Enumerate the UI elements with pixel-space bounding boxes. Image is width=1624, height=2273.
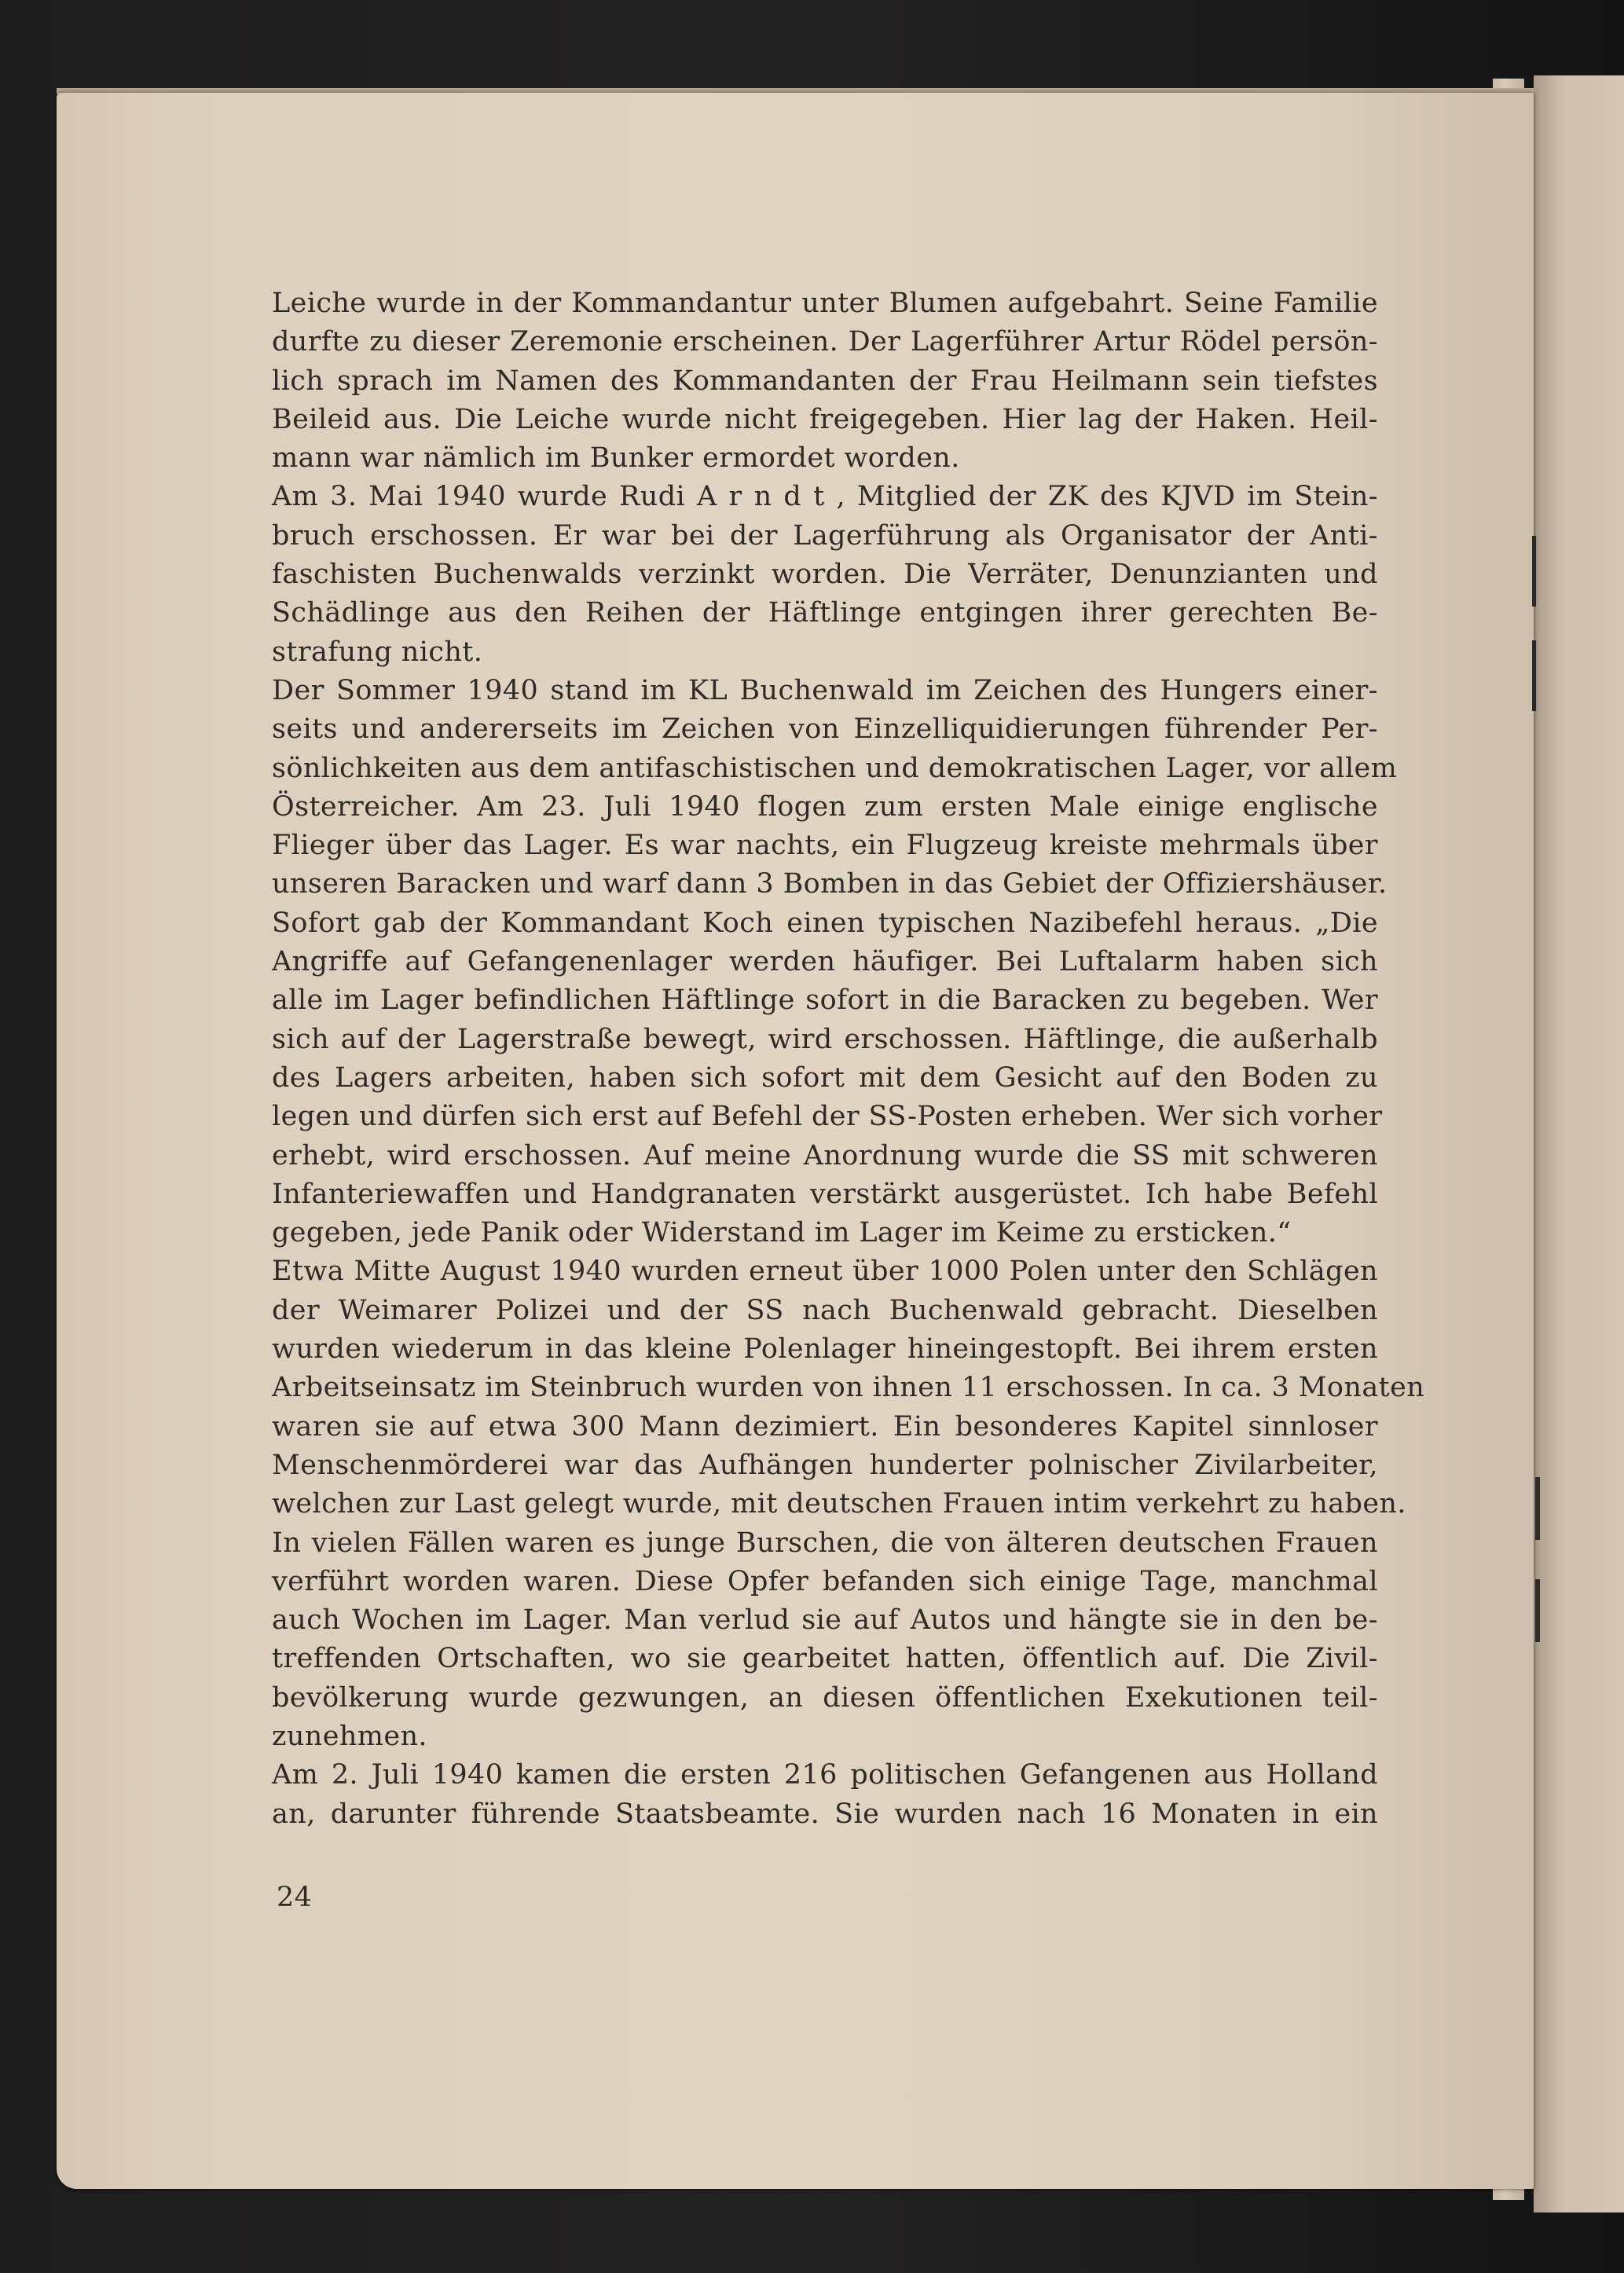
text-line: Infanteriewaffen und Handgranaten verstärkt ausgerüstet. Ich habe Befehl [272, 1178, 1378, 1210]
text-line: verführt worden waren. Diese Opfer befanden sich einige Tage, manchmal [272, 1565, 1378, 1597]
text-line: Menschenmörderei war das Aufhängen hunderter polnischer Zivilarbeiter, [272, 1449, 1378, 1481]
text-line: der Weimarer Polizei und der SS nach Buchenwald gebracht. Dieselben [272, 1294, 1378, 1326]
text-line: Flieger über das Lager. Es war nachts, ein Flugzeug kreiste mehrmals über [272, 830, 1378, 862]
text-line: waren sie auf etwa 300 Mann dezimiert. Ein besonderes Kapitel sinnloser [272, 1410, 1378, 1443]
text-line: strafung nicht. [272, 636, 483, 668]
page-number: 24 [277, 1882, 313, 1913]
text-line: Am 2. Juli 1940 kamen die ersten 216 politischen Gefangenen aus Holland [272, 1759, 1378, 1791]
paragraph [272, 672, 1398, 1252]
text-line: Schädlinge aus den Reihen der Häftlinge entgingen ihrer gerechten Be- [272, 597, 1378, 629]
text-line: gegeben, jede Panik oder Widerstand im Lager im Keime zu ersticken.“ [272, 1217, 1292, 1249]
text-line: alle im Lager befindlichen Häftlinge sofort in die Baracken zu begeben. Wer [272, 984, 1378, 1017]
text-line: wurden wiederum in das kleine Polenlager hineingestopft. Bei ihrem ersten [272, 1333, 1378, 1366]
text-line: Österreicher. Am 23. Juli 1940 flogen zum ersten Male einige englische [272, 790, 1378, 823]
margin-mark [1532, 536, 1536, 607]
margin-mark [1532, 640, 1536, 711]
text-line: Arbeitseinsatz im Steinbruch wurden von ihnen 11 erschossen. In ca. 3 Monaten [272, 1372, 1425, 1404]
paragraph [272, 1756, 1378, 1834]
text-line: faschisten Buchenwalds verzinkt worden. Die Verräter, Denunzianten und [272, 559, 1378, 591]
text-line: Angriffe auf Gefangenenlager werden häufiger. Bei Luftalarm haben sich [272, 946, 1378, 978]
paragraph [272, 1252, 1425, 1756]
text-line: erhebt, wird erschossen. Auf meine Anordnung wurde die SS mit schweren [272, 1139, 1378, 1171]
text-line: seits und andererseits im Zeichen von Einzelliquidierungen führender Per- [272, 713, 1378, 746]
text-line: In vielen Fällen waren es junge Burschen, die von älteren deutschen Frauen [272, 1527, 1378, 1559]
paragraph [272, 284, 1378, 478]
text-line: Beileid aus. Die Leiche wurde nicht freigegeben. Hier lag der Haken. Heil- [272, 403, 1378, 435]
text-line: bevölkerung wurde gezwungen, an diesen öffentlichen Exekutionen teil- [272, 1681, 1378, 1714]
text-line: welchen zur Last gelegt wurde, mit deutschen Frauen intim verkehrt zu haben. [272, 1488, 1406, 1520]
facing-page-edge [1534, 75, 1624, 2213]
text-line: an, darunter führende Staatsbeamte. Sie wurden nach 16 Monaten in ein [272, 1798, 1378, 1830]
text-line: auch Wochen im Lager. Man verlud sie auf Autos und hängte sie in den be- [272, 1604, 1378, 1637]
text-line: bruch erschossen. Er war bei der Lagerführung als Organisator der Anti- [272, 519, 1378, 552]
text-line: unseren Baracken und warf dann 3 Bomben in das Gebiet der Offiziershäuser. [272, 868, 1388, 900]
text-line: lich sprach im Namen des Kommandanten der Frau Heilmann sein tiefstes [272, 365, 1378, 397]
body-text [272, 284, 1425, 1834]
text-line: Leiche wurde in der Kommandantur unter Blumen aufgebahrt. Seine Familie [272, 288, 1378, 319]
text-line: mann war nämlich im Bunker ermordet worden. [272, 442, 960, 475]
text-line: Der Sommer 1940 stand im KL Buchenwald im Zeichen des Hungers einer- [272, 674, 1378, 706]
margin-mark [1535, 1579, 1540, 1642]
text-line: legen und dürfen sich erst auf Befehl der SS-Posten erheben. Wer sich vorher [272, 1101, 1383, 1133]
text-line: treffenden Ortschaften, wo sie gearbeitet hatten, öffentlich auf. Die Zivil- [272, 1643, 1378, 1675]
text-line: zunehmen. [272, 1720, 427, 1752]
paragraph [272, 478, 1378, 671]
text-line: sich auf der Lagerstraße bewegt, wird erschossen. Häftlinge, die außerhalb [272, 1023, 1378, 1055]
text-line: Am 3. Mai 1940 wurde Rudi A r n d t , Mitglied der ZK des KJVD im Stein- [272, 481, 1378, 513]
text-line: sönlichkeiten aus dem antifaschistischen und demokratischen Lager, vor allem [272, 752, 1398, 784]
margin-mark [1535, 1477, 1540, 1540]
text-line: des Lagers arbeiten, haben sich sofort mit dem Gesicht auf den Boden zu [272, 1061, 1378, 1094]
text-line: durfte zu dieser Zeremonie erscheinen. Der Lagerführer Artur Rödel persön- [272, 326, 1378, 358]
text-line: Etwa Mitte August 1940 wurden erneut über 1000 Polen unter den Schlägen [272, 1256, 1378, 1288]
text-line: Sofort gab der Kommandant Koch einen typischen Nazibefehl heraus. „Die [272, 907, 1378, 939]
